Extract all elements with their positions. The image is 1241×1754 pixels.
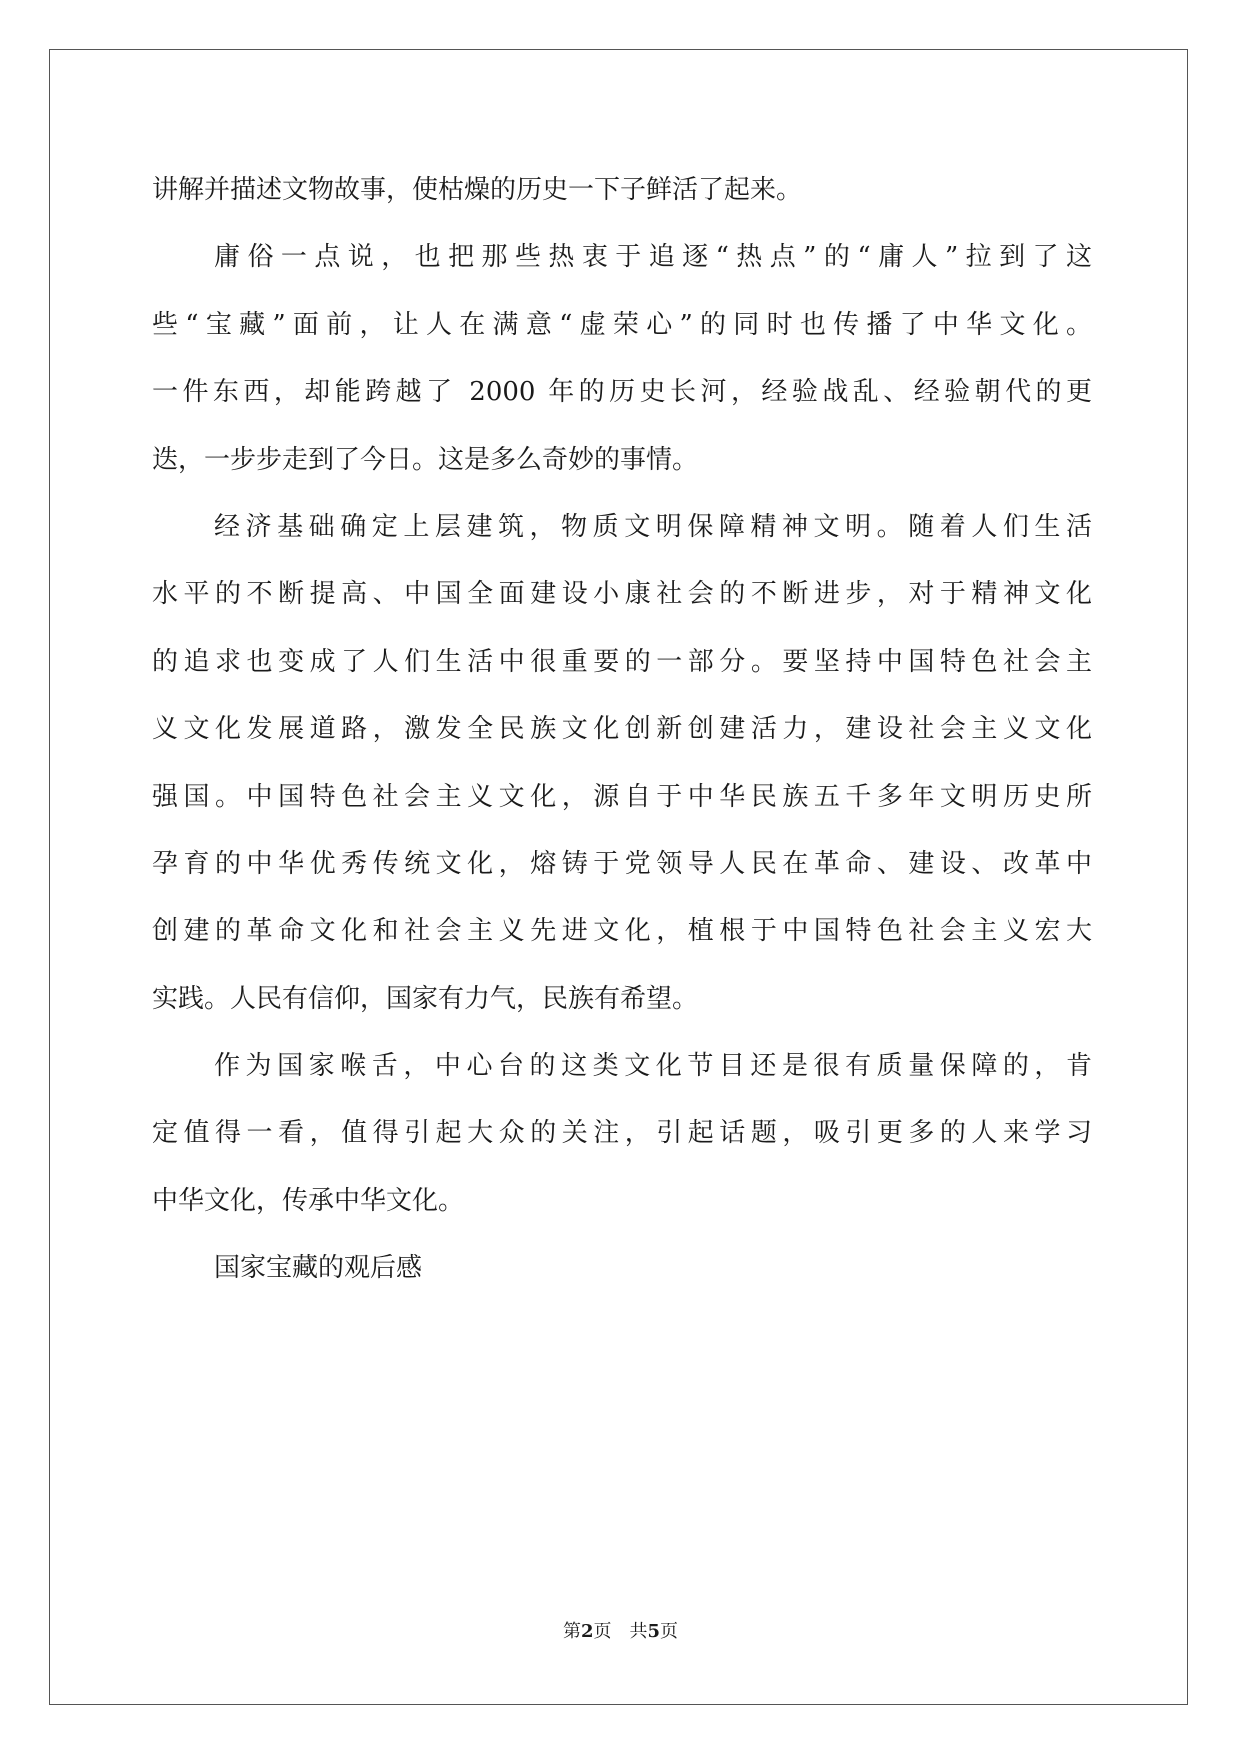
page-footer: [0, 1617, 1241, 1643]
total-page-count: 5: [647, 1621, 661, 1642]
text-line: 孕育的中华优秀传统文化，熔铸于党领导人民在革命、建设、改革中: [152, 848, 1092, 879]
text-line: 定值得一看，值得引起大众的关注，引起话题，吸引更多的人来学习: [152, 1118, 1092, 1149]
page-number-suffix: 页: [593, 1621, 612, 1642]
text-line: 经济基础确定上层建筑，物质文明保障精神文明。随着人们生活: [214, 511, 1092, 542]
text-line: 中华文化，传承中华文化。: [152, 1185, 465, 1216]
text-line: 水平的不断提高、中国全面建设小康社会的不断进步，对于精神文化: [152, 579, 1092, 610]
page-number-prefix: 第: [562, 1621, 581, 1642]
text-line: 一件东西，却能跨越了 2000 年的历史长河，经验战乱、经验朝代的更: [152, 377, 1092, 408]
text-line: 庸俗一点说，也把那些热衷于追逐“热点”的“庸人”拉到了这: [214, 242, 1092, 273]
current-page-number: 2: [580, 1621, 594, 1642]
text-line: 些“宝藏”面前，让人在满意“虚荣心”的同时也传播了中华文化。: [152, 309, 1092, 340]
text-line: 强国。中国特色社会主义文化，源自于中华民族五千多年文明历史所: [152, 781, 1092, 812]
text-line: 国家宝藏的观后感: [214, 1253, 423, 1284]
total-pages-suffix: 页: [660, 1621, 679, 1642]
text-line: 的追求也变成了人们生活中很重要的一部分。要坚持中国特色社会主: [152, 646, 1092, 677]
text-line: 义文化发展道路，激发全民族文化创新创建活力，建设社会主义文化: [152, 714, 1092, 745]
text-line: 创建的革命文化和社会主义先进文化，植根于中国特色社会主义宏大: [152, 916, 1092, 947]
text-line: 作为国家喉舌，中心台的这类文化节目还是很有质量保障的，肯: [214, 1051, 1092, 1082]
text-line: 迭，一步步走到了今日。这是多么奇妙的事情。: [152, 444, 699, 475]
total-pages-prefix: 共: [629, 1621, 648, 1642]
document-body: [152, 157, 1092, 1303]
text-line: 实践。人民有信仰，国家有力气，民族有希望。: [152, 983, 699, 1014]
text-line: 讲解并描述文物故事，使枯燥的历史一下子鲜活了起来。: [152, 175, 803, 205]
